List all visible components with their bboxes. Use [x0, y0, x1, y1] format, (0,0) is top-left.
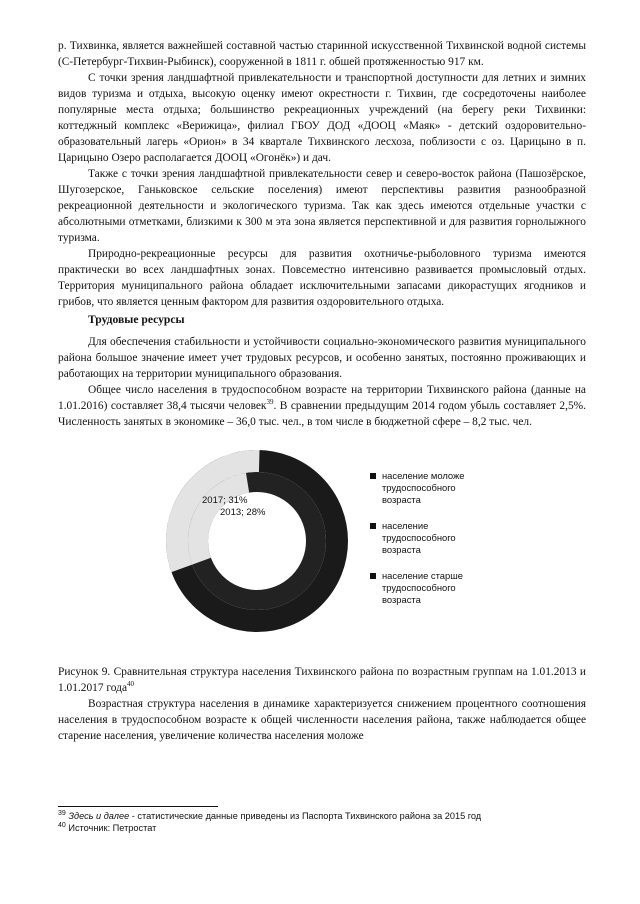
- paragraph-hunting-fishing: Природно-рекреационные ресурсы для развития охотничье-рыболовного туризма имеются практически во всех ландшафтных зонах. Повсеместно интенсивно развивается промысловый отдых. Территория муниципального района обладает исключительными запасами дикорастущих ягодников и грибов, что является ценным фактором для развития оздоровительного отдыха.: [58, 248, 586, 308]
- figure-caption: [58, 664, 586, 696]
- donut-chart: [162, 446, 352, 636]
- paragraph-north-east: Также с точки зрения ландшафтной привлекательности север и северо-восток района (Пашозёрское, Шугозерское, Ганьковское сельские поселения) имеют перспективы развития разнообразной рекреационной деятельности и экологического туризма. Так как здесь имеются отдельные участки с абсолютными отметками, близкими к 300 м эта зона является перспективной и для развития горнолыжного туризма.: [58, 168, 586, 244]
- footnote-40: [58, 822, 586, 834]
- footnote-text: Источник: Петростат: [65, 823, 157, 833]
- legend-item-working-age: [370, 520, 520, 556]
- footnote-emphasis: Здесь и далее: [68, 811, 130, 821]
- footnote-number: 40: [58, 821, 66, 829]
- legend-swatch: [370, 473, 376, 479]
- caption-text: Рисунок 9. Сравнительная структура населения Тихвинского района по возрастным группам на 1.01.2013 и 1.01.2017 года: [58, 666, 586, 694]
- legend-swatch: [370, 523, 376, 529]
- footnote-divider: [58, 806, 218, 807]
- section-heading-labor-resources: Трудовые ресурсы: [88, 313, 185, 326]
- paragraph-labor-accounting: Для обеспечения стабильности и устойчивости социально-экономического развития муниципального района большое значение имеет учет трудовых ресурсов, и особенно занятых, постоянно проживающих и работающих на территории муниципального образования.: [58, 336, 586, 380]
- footnote-text: - статистические данные приведены из Паспорта Тихвинского района за 2015 год: [129, 811, 482, 821]
- chart-legend: [370, 470, 520, 620]
- footnotes: [58, 806, 586, 834]
- legend-swatch: [370, 573, 376, 579]
- legend-label: население старше трудоспособного возраста: [382, 570, 463, 605]
- paragraph-text-part2: . В сравнении предыдущим 2014 годом убыль составляет 2,5%. Численность занятых в экономике – 36,0 тыс. чел., в том числе в бюджетной сфере – 8,2 тыс. чел.: [58, 400, 586, 428]
- paragraph-age-structure-dynamics: Возрастная структура населения в динамике характеризуется снижением процентного соотношения населения в трудоспособном возрасте к общей численности населения района, также наблюдается общее старение населения, увеличение количества населения моложе: [58, 698, 586, 742]
- label-2013: 2013; 28%: [220, 507, 266, 518]
- legend-item-above-working-age: [370, 570, 520, 606]
- paragraph-tikhvinka: р. Тихвинка, является важнейшей составной частью старинной искусственной Тихвинской водной системы (С-Петербург-Тихвин-Рыбинск), сооруженной в 1811 г. обшей протяженностью 917 км.: [58, 40, 586, 68]
- legend-label: население моложе трудоспособного возраста: [382, 470, 465, 505]
- age-structure-chart: [58, 440, 586, 652]
- footnote-ref-39: 39: [266, 398, 274, 407]
- footnote-ref-40: 40: [127, 680, 135, 689]
- footnote-39: [58, 810, 586, 822]
- footnote-number: 39: [58, 809, 66, 817]
- legend-item-below-working-age: [370, 470, 520, 506]
- label-2017: 2017; 31%: [202, 495, 248, 506]
- document-body: [58, 38, 586, 744]
- paragraph-landscape-attractiveness: С точки зрения ландшафтной привлекательности и транспортной доступности для летних и зимних видов туризма и отдыха, высокую оценку имеют окрестности г. Тихвин, где сосредоточены наиболее популярные места отдыха; большинство рекреационных учреждений (на берегу реки Тихвинки: коттеджный комплекс «Верижица», филиал ГБОУ ДОД «ДООЦ «Маяк» - детский оздоровительно-образовательный лагерь «Орион» в 34 квартале Тихвинского лесхоза, поблизости с оз. Царицыно в п. Царицыно Озеро располагается ДООЦ «Огонёк») и дач.: [58, 72, 586, 164]
- legend-label: население трудоспособного возраста: [382, 520, 456, 555]
- paragraph-text-part1: Общее число населения в трудоспособном возрасте на территории Тихвинского района (данные на 1.01.2016) составляет 38,4 тысячи человек: [58, 384, 586, 412]
- paragraph-working-age-population: [58, 382, 586, 430]
